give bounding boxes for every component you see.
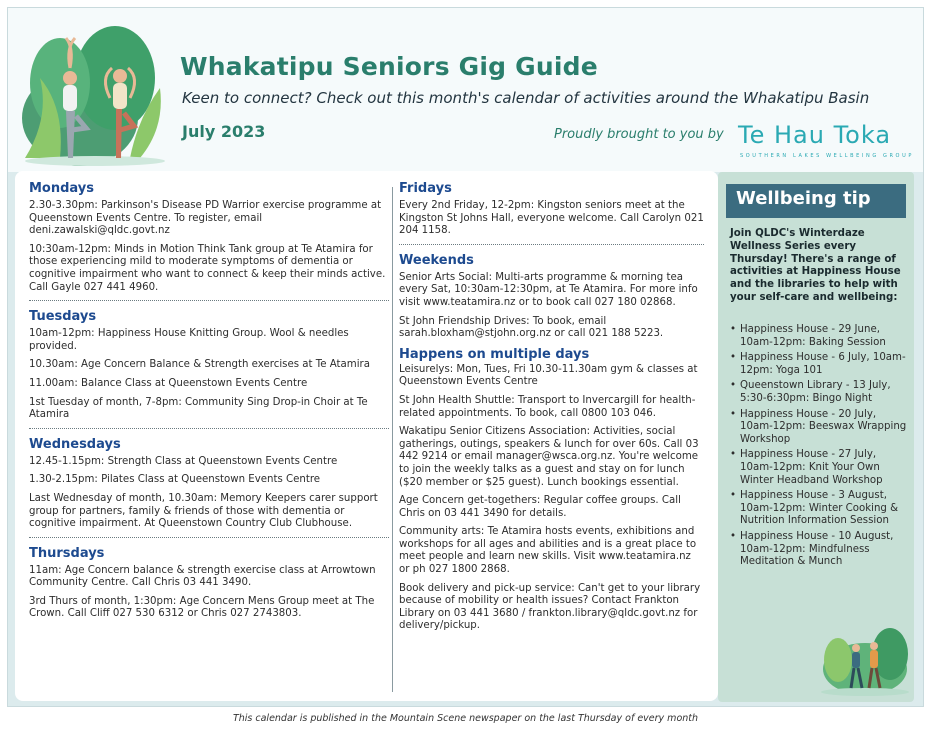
- list-item: • Happiness House - 6 July, 10am-12pm: Yoga 101: [730, 352, 906, 376]
- calendar-entry: Community arts: Te Atamira hosts events, exhibitions and workshops for all ages and abilities and is a great place to meet people and learn new skills. Visit www.teatamira.nz or ph 027 1800 2868.: [399, 526, 697, 576]
- calendar-panel: [15, 171, 718, 701]
- wellbeing-tip-title: Wellbeing tip: [726, 184, 906, 218]
- list-item: • Happiness House - 27 July, 10am-12pm: Knit Your Own Winter Headband Workshop: [730, 449, 883, 486]
- brought-by-text: Proudly brought to you by: [554, 127, 724, 142]
- calendar-entry: Wakatipu Senior Citizens Association: Activities, social gatherings, outings, speakers & lunch for over 60s. Call 03 442 9214 or email manager@wsca.org.nz. You're welcome to join the weekly talks as a guest and stay on for lunch ($20 member or $25 guest). Lunch bookings essential.: [399, 426, 699, 488]
- page-subtitle: Keen to connect? Check out this month's calendar of activities around the Whakatipu Basin: [182, 89, 870, 107]
- gig-guide-sheet: [7, 7, 924, 707]
- calendar-entry: Book delivery and pick-up service: Can't get to your library because of mobility or health issues? Contact Frankton Library on 03 441 3680 / frankton.library@qldc.govt.nz for delivery/pickup.: [399, 582, 701, 632]
- divider: [29, 537, 389, 538]
- calendar-entry: 10:30am-12pm: Minds in Motion Think Tank group at Te Atamira for those experiencing mild to moderate symptoms of dementia or cognitive impairment who want to connect & keep their minds active. Call Gayle 027 441 4960.: [29, 243, 386, 293]
- calendar-entry: St John Friendship Drives: To book, email sarah.bloxham@stjohn.org.nz or call 021 188 5223.: [399, 315, 664, 340]
- te-hau-toka-logo: Te Hau Toka: [738, 121, 892, 149]
- calendar-entry: Last Wednesday of month, 10.30am: Memory Keepers carer support group for partners, family & friends of those with dementia or cognitive impairment. At Queenstown Country Club Clubhouse.: [29, 492, 378, 530]
- list-item: • Happiness House - 29 June, 10am-12pm: Baking Session: [730, 324, 886, 348]
- day-heading-weekends: Weekends: [399, 252, 474, 268]
- bullet-icon: •: [730, 324, 737, 335]
- day-heading-thursdays: Thursdays: [29, 545, 105, 561]
- calendar-entry: Age Concern get-togethers: Regular coffee groups. Call Chris on 03 441 3490 for details.: [399, 495, 681, 519]
- day-heading-fridays: Fridays: [399, 181, 452, 196]
- calendar-entry: 10am-12pm: Happiness House Knitting Group. Wool & needles provided.: [29, 328, 349, 352]
- bullet-icon: •: [730, 530, 737, 542]
- yoga-seniors-illustration: [20, 18, 170, 168]
- logo-subtext: SOUTHERN LAKES WELLBEING GROUP: [740, 153, 914, 159]
- day-heading-multiple-days: Happens on multiple days: [399, 346, 590, 362]
- calendar-entry: 12.45-1.15pm: Strength Class at Queenstown Events Centre: [29, 455, 338, 467]
- list-item: • Happiness House - 3 August, 10am-12pm: Winter Cooking & Nutrition Information Session: [730, 490, 899, 527]
- day-heading-mondays: Mondays: [29, 181, 95, 196]
- calendar-entry: 11.00am: Balance Class at Queenstown Events Centre: [29, 377, 308, 389]
- wellbeing-tip-intro: Join QLDC's Winterdaze Wellness Series every Thursday! There's a range of activities at Happiness House and the libraries to help with your self-care and wellbeing:: [730, 228, 901, 303]
- bullet-icon: •: [730, 352, 737, 364]
- calendar-entry: Every 2nd Friday, 12-2pm: Kingston seniors meet at the Kingston St Johns Hall, everyone welcome. Call Carolyn 021 204 1158.: [399, 200, 704, 237]
- bullet-icon: •: [730, 449, 737, 461]
- calendar-entry: St John Health Shuttle: Transport to Invercargill for health-related appointments. To book, call 0800 103 046.: [399, 394, 696, 419]
- divider: [399, 244, 704, 245]
- list-item: • Queenstown Library - 13 July, 5:30-6:30pm: Bingo Night: [730, 380, 891, 404]
- calendar-entry: 10.30am: Age Concern Balance & Strength exercises at Te Atamira: [29, 359, 370, 371]
- bullet-icon: •: [730, 490, 737, 502]
- day-heading-wednesdays: Wednesdays: [29, 436, 121, 452]
- calendar-column-left: [29, 181, 389, 627]
- bullet-icon: •: [730, 380, 737, 392]
- calendar-entry: 11am: Age Concern balance & strength exercise class at Arrowtown Community Centre. Call Chris 03 441 3490.: [29, 564, 376, 589]
- calendar-column-right: [399, 181, 704, 639]
- header: [8, 8, 923, 172]
- calendar-entry: 1.30-2.15pm: Pilates Class at Queenstown Events Centre: [29, 474, 321, 486]
- list-item: • Happiness House - 10 August, 10am-12pm: Mindfulness Meditation & Munch: [730, 530, 894, 568]
- page-title: Whakatipu Seniors Gig Guide: [180, 52, 598, 81]
- month-label: July 2023: [182, 122, 266, 141]
- walking-couple-illustration: [820, 624, 910, 696]
- wellbeing-event-list: [730, 324, 910, 572]
- bullet-icon: •: [730, 408, 737, 420]
- wellbeing-tip-panel: [718, 172, 914, 702]
- calendar-entry: Leisurelys: Mon, Tues, Fri 10.30-11.30am gym & classes at Queenstown Events Centre: [399, 363, 698, 388]
- column-divider: [392, 187, 393, 692]
- calendar-entry: 1st Tuesday of month, 7-8pm: Community Sing Drop-in Choir at Te Atamira: [29, 396, 368, 421]
- calendar-entry: 2.30-3.30pm: Parkinson's Disease PD Warrior exercise programme at Queenstown Events Centre. To register, email deni.zawalski@qldc.govt.nz: [29, 200, 382, 237]
- calendar-entry: 3rd Thurs of month, 1:30pm: Age Concern Mens Group meet at The Crown. Call Cliff 027 530 6312 or Chris 027 2743803.: [29, 595, 375, 620]
- day-heading-tuesdays: Tuesdays: [29, 309, 97, 325]
- divider: [29, 300, 389, 301]
- calendar-entry: Senior Arts Social: Multi-arts programme & morning tea every Sat, 10:30am-12:30pm, at Te Atamira. For more info visit www.teatamira.nz or to book call 027 180 02868.: [399, 271, 698, 308]
- list-item: • Happiness House - 20 July, 10am-12pm: Beeswax Wrapping Workshop: [730, 408, 907, 445]
- footer-note: This calendar is published in the Mountain Scene newspaper on the last Thursday of every month: [232, 713, 699, 724]
- divider: [29, 428, 389, 429]
